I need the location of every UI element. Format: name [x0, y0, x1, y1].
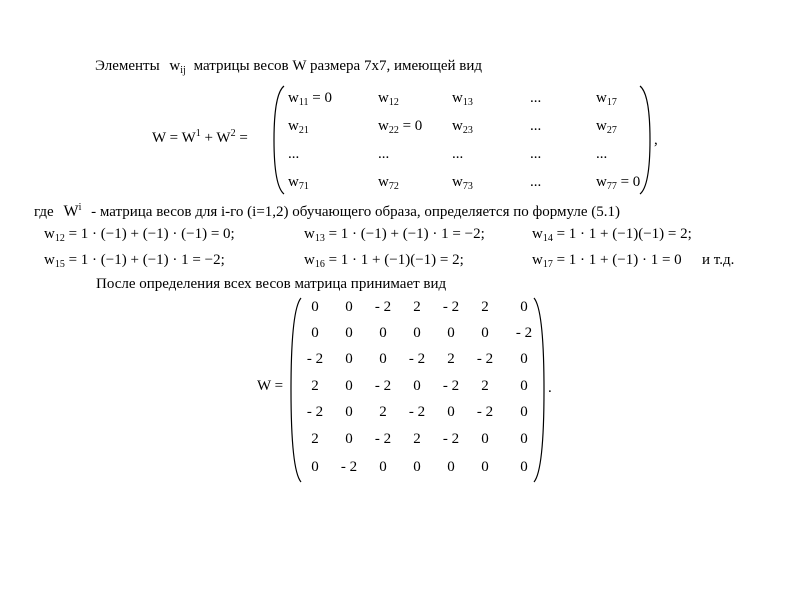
- weight-formula: $w_{17} = 1 \cdot 1 + (-1) \cdot 1 = 0$: [532, 252, 682, 270]
- matrix2-cell: 0: [520, 459, 528, 475]
- matrix2-cell: 0: [447, 459, 455, 475]
- matrix1-cell: $w_{27}$: [596, 118, 617, 136]
- matrix2-cell: 2: [481, 378, 489, 394]
- matrix1-cell: $w_{12}$: [378, 90, 399, 108]
- matrix1-left-paren: [272, 84, 286, 196]
- matrix1-cell: $w_{17}$: [596, 90, 617, 108]
- weight-formula: $w_{14} = 1 \cdot 1 + (-1)(-1) = 2$;: [532, 226, 692, 244]
- matrix2-cell: 0: [345, 325, 353, 341]
- matrix2-cell: 0: [520, 431, 528, 447]
- matrix1-cell: ...: [530, 174, 542, 190]
- matrix2-cell: 0: [481, 431, 489, 447]
- where-line: где $W^i$ - матрица весов для i-го (i=1,2) обучающего образа, определяется по формуле (5.1): [34, 202, 620, 220]
- matrix2-cell: 2: [413, 431, 421, 447]
- matrix2-cell: 0: [345, 299, 353, 315]
- matrix2-cell: - 2: [340, 459, 358, 475]
- matrix2-cell: 0: [311, 325, 319, 341]
- matrix2-cell: 0: [345, 431, 353, 447]
- etc-text: и т.д.: [702, 252, 735, 268]
- matrix1-lhs: $W = W^1 + W^2$ =: [152, 128, 248, 146]
- matrix1-cell: $w_{77} = 0$: [596, 174, 641, 192]
- matrix1-cell: $w_{22} = 0$: [378, 118, 423, 136]
- matrix2-cell: 0: [311, 459, 319, 475]
- matrix2-trailing-period: .: [548, 380, 552, 396]
- matrix1-cell: $w_{73}$: [452, 174, 473, 192]
- matrix1-cell: ...: [530, 146, 542, 162]
- matrix2-cell: - 2: [442, 299, 460, 315]
- matrix2-cell: - 2: [306, 351, 324, 367]
- matrix2-cell: 0: [413, 459, 421, 475]
- matrix2-cell: 0: [379, 325, 387, 341]
- matrix1-cell: $w_{23}$: [452, 118, 473, 136]
- matrix2-cell: 0: [413, 325, 421, 341]
- matrix2-cell: 0: [481, 459, 489, 475]
- matrix2-cell: 0: [379, 351, 387, 367]
- matrix2-cell: 0: [520, 378, 528, 394]
- matrix2-cell: 0: [345, 378, 353, 394]
- matrix2-cell: 0: [447, 325, 455, 341]
- matrix1-cell: $w_{11} = 0$: [288, 90, 332, 108]
- matrix2-cell: - 2: [408, 351, 426, 367]
- matrix2-cell: - 2: [374, 378, 392, 394]
- matrix2-cell: 2: [413, 299, 421, 315]
- matrix2-cell: 2: [311, 378, 319, 394]
- matrix1-cell: ...: [452, 146, 464, 162]
- matrix2-cell: - 2: [442, 431, 460, 447]
- matrix2-cell: - 2: [515, 325, 533, 341]
- matrix2-cell: 0: [345, 351, 353, 367]
- matrix2-cell: 0: [520, 299, 528, 315]
- matrix2-cell: - 2: [408, 404, 426, 420]
- matrix1-cell: $w_{72}$: [378, 174, 399, 192]
- matrix1-cell: ...: [530, 90, 542, 106]
- matrix2-cell: - 2: [442, 378, 460, 394]
- matrix2-cell: 2: [311, 431, 319, 447]
- matrix1-cell: ...: [596, 146, 608, 162]
- matrix2-cell: 2: [447, 351, 455, 367]
- matrix1-cell: $w_{21}$: [288, 118, 309, 136]
- matrix1-cell: $w_{71}$: [288, 174, 309, 192]
- matrix2-cell: 0: [379, 459, 387, 475]
- matrix1-cell: $w_{13}$: [452, 90, 473, 108]
- matrix2-cell: 0: [413, 378, 421, 394]
- matrix2-cell: - 2: [374, 431, 392, 447]
- matrix1-cell: ...: [530, 118, 542, 134]
- intro-rest: матрицы весов W размера 7х7, имеющей вид: [193, 58, 483, 74]
- matrix2-cell: 0: [311, 299, 319, 315]
- matrix2-cell: 0: [481, 325, 489, 341]
- weight-formula: $w_{16} = 1 \cdot 1 + (-1)(-1) = 2$;: [304, 252, 464, 270]
- weight-formula: $w_{15} = 1 \cdot (-1) + (-1) \cdot 1 = -2$;: [44, 252, 225, 270]
- intro-line: [95, 58, 482, 76]
- matrix2-cell: 2: [481, 299, 489, 315]
- intro-text: Элементы: [95, 58, 160, 74]
- matrix2-cell: 0: [447, 404, 455, 420]
- matrix2-cell: - 2: [374, 299, 392, 315]
- matrix2-cell: 0: [520, 404, 528, 420]
- matrix1-trailing-comma: ,: [654, 132, 658, 148]
- after-line: После определения всех весов матрица принимает вид: [96, 276, 447, 292]
- matrix2-cell: 2: [379, 404, 387, 420]
- matrix2-cell: - 2: [306, 404, 324, 420]
- matrix2-cell: 0: [345, 404, 353, 420]
- matrix2-lhs: W =: [257, 378, 284, 394]
- weight-formula: $w_{13} = 1 \cdot (-1) + (-1) \cdot 1 = -2$;: [304, 226, 485, 244]
- matrix2-cell: - 2: [476, 351, 494, 367]
- weight-formula: $w_{12} = 1 \cdot (-1) + (-1) \cdot (-1) = 0$;: [44, 226, 235, 244]
- matrix2-cell: 0: [520, 351, 528, 367]
- matrix1-cell: ...: [378, 146, 390, 162]
- intro-w: $w_{ij}$: [169, 58, 186, 76]
- matrix2-cell: - 2: [476, 404, 494, 420]
- matrix1-cell: ...: [288, 146, 300, 162]
